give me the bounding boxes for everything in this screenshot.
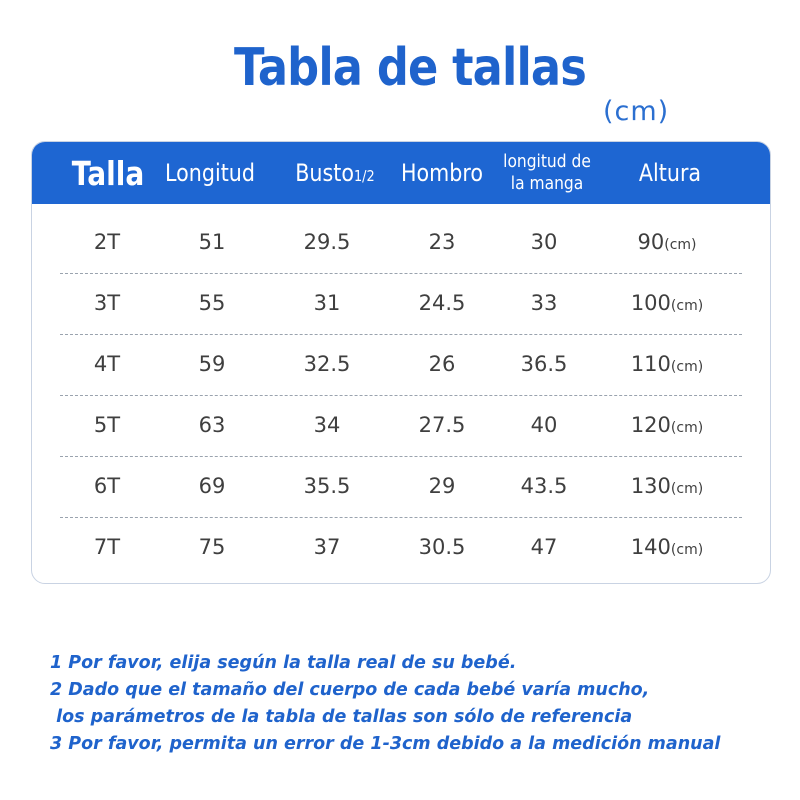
cell-manga	[494, 517, 594, 578]
cell-hombro-value: 29	[428, 474, 456, 498]
table-row	[60, 517, 742, 578]
cell-manga-value: 36.5	[520, 352, 568, 376]
cell-altura	[617, 334, 717, 395]
cell-manga-value: 47	[530, 535, 558, 559]
cell-altura	[617, 517, 717, 578]
cell-longitud	[162, 395, 262, 456]
cell-altura-value: 100	[630, 291, 671, 315]
cell-longitud-value: 55	[198, 291, 226, 315]
unit-label: (cm)	[603, 96, 670, 127]
cell-talla-value: 2T	[93, 230, 121, 254]
cell-talla	[62, 273, 152, 334]
cell-altura-unit: (cm)	[670, 542, 704, 558]
cell-altura-unit: (cm)	[670, 298, 704, 314]
cell-talla	[62, 456, 152, 517]
cell-hombro	[392, 517, 492, 578]
table-row	[60, 395, 742, 457]
note-3: 3 Por favor, permita un error de 1-3cm debido a la medición manual	[50, 734, 721, 754]
cell-talla-value: 7T	[93, 535, 121, 559]
cell-longitud-value: 69	[198, 474, 226, 498]
cell-altura-unit: (cm)	[670, 420, 704, 436]
cell-altura-value: 130	[630, 474, 671, 498]
page-title: Tabla de tallas	[233, 38, 587, 98]
header-busto-label: Busto	[295, 159, 354, 187]
note-2-continued: los parámetros de la tabla de tallas son sólo de referencia	[50, 707, 633, 727]
cell-talla-value: 4T	[93, 352, 121, 376]
cell-busto	[277, 517, 377, 578]
cell-manga	[494, 456, 594, 517]
header-talla: Talla	[71, 153, 145, 193]
cell-hombro-value: 26	[428, 352, 456, 376]
cell-altura	[617, 456, 717, 517]
cell-longitud-value: 51	[198, 230, 226, 254]
cell-altura-unit: (cm)	[670, 359, 704, 375]
cell-longitud	[162, 273, 262, 334]
cell-talla-value: 3T	[93, 291, 121, 315]
cell-altura-value: 120	[630, 413, 671, 437]
cell-busto	[277, 395, 377, 456]
table-row	[60, 212, 742, 274]
cell-longitud-value: 59	[198, 352, 226, 376]
cell-altura-unit: (cm)	[670, 481, 704, 497]
cell-talla	[62, 334, 152, 395]
cell-longitud	[162, 212, 262, 273]
table-row	[60, 334, 742, 396]
header-longitud: Longitud	[165, 159, 255, 187]
cell-hombro	[392, 395, 492, 456]
header-manga-line2: la manga	[510, 173, 584, 194]
cell-altura	[617, 212, 717, 273]
cell-hombro-value: 27.5	[418, 413, 466, 437]
cell-longitud	[162, 456, 262, 517]
cell-manga-value: 33	[530, 291, 558, 315]
cell-manga-value: 40	[530, 413, 558, 437]
cell-longitud-value: 63	[198, 413, 226, 437]
cell-busto-value: 37	[313, 535, 341, 559]
cell-manga-value: 43.5	[520, 474, 568, 498]
size-table	[31, 141, 771, 584]
cell-busto	[277, 456, 377, 517]
cell-hombro	[392, 456, 492, 517]
table-row	[60, 456, 742, 518]
header-manga-line1: longitud de	[503, 151, 591, 172]
table-header	[32, 142, 770, 204]
cell-talla	[62, 517, 152, 578]
header-manga	[500, 142, 595, 204]
header-busto-sub: 1/2	[353, 167, 375, 185]
table-row	[60, 273, 742, 335]
cell-busto	[277, 334, 377, 395]
cell-altura-value: 110	[630, 352, 671, 376]
cell-altura-value: 140	[630, 535, 671, 559]
header-altura: Altura	[638, 159, 702, 187]
cell-manga-value: 30	[530, 230, 558, 254]
cell-altura	[617, 273, 717, 334]
cell-manga	[494, 212, 594, 273]
cell-altura-unit: (cm)	[664, 237, 697, 253]
cell-longitud	[162, 517, 262, 578]
note-2: 2 Dado que el tamaño del cuerpo de cada bebé varía mucho,	[50, 680, 650, 700]
cell-talla-value: 5T	[93, 413, 121, 437]
cell-talla	[62, 395, 152, 456]
cell-manga	[494, 273, 594, 334]
cell-longitud-value: 75	[198, 535, 226, 559]
cell-talla-value: 6T	[93, 474, 121, 498]
cell-busto-value: 31	[313, 291, 341, 315]
cell-talla	[62, 212, 152, 273]
cell-hombro	[392, 334, 492, 395]
cell-busto-value: 35.5	[303, 474, 351, 498]
cell-busto	[277, 212, 377, 273]
cell-altura	[617, 395, 717, 456]
header-hombro: Hombro	[400, 159, 484, 187]
cell-busto-value: 34	[313, 413, 341, 437]
cell-hombro-value: 24.5	[418, 291, 466, 315]
cell-busto-value: 29.5	[303, 230, 351, 254]
cell-hombro-value: 23	[428, 230, 456, 254]
cell-manga	[494, 395, 594, 456]
notes	[50, 650, 720, 758]
cell-manga	[494, 334, 594, 395]
cell-longitud	[162, 334, 262, 395]
cell-busto-value: 32.5	[303, 352, 351, 376]
note-1: 1 Por favor, elija según la talla real de su bebé.	[50, 653, 517, 673]
cell-busto	[277, 273, 377, 334]
header-busto	[291, 142, 379, 204]
cell-hombro	[392, 273, 492, 334]
cell-hombro-value: 30.5	[418, 535, 466, 559]
cell-hombro	[392, 212, 492, 273]
cell-altura-value: 90	[637, 230, 665, 254]
